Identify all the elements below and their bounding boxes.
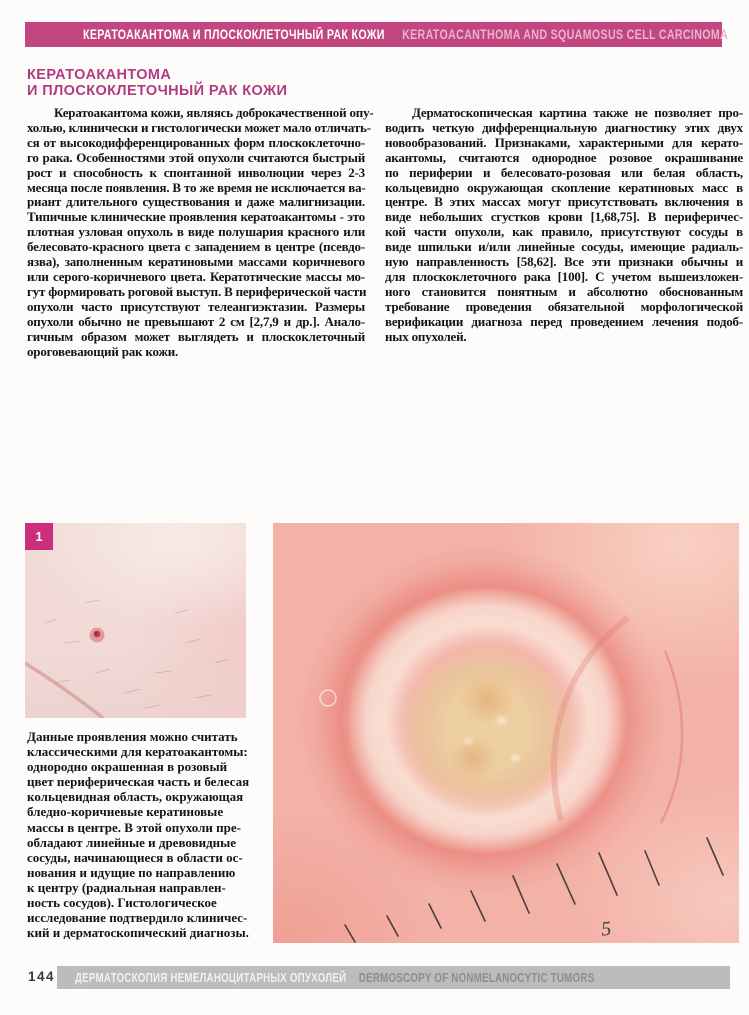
text-line: исследование подтвердило клиничес- xyxy=(27,910,248,926)
text-line: сосуды, начинающиеся в области ос- xyxy=(27,849,243,865)
footer-title-english: DERMOSCOPY OF NONMELANOCYTIC TUMORS xyxy=(358,970,595,985)
text-line: ного становится понятным и абсолютно обоснованным xyxy=(385,283,743,299)
text-line: ную направленность [58,62]. Все эти признаки обычны и xyxy=(385,254,743,270)
text-line: Кератоакантома кожи, являясь доброкачественной опу- xyxy=(54,105,374,120)
text-line: акантомы, считаются однородное розовое окрашивание xyxy=(385,149,743,165)
text-line: кий и дерматоскопический диагнозы. xyxy=(27,925,249,941)
clinical-photo xyxy=(25,523,246,718)
lesion-dot xyxy=(90,628,105,643)
text-line: виде небольших сгустков крови [1,68,75]. В периферичес- xyxy=(385,209,743,225)
text-line: кой части опухоли, как правило, присутствуют сосуды в xyxy=(385,224,743,240)
text-line: опухоли обычно не превышают 2 см [2,7,9 и др.]. Анало- xyxy=(27,313,365,329)
text-line: кольцевидная область, окружающая xyxy=(27,789,244,805)
text-line: новообразований. Признаками, характерными для керато- xyxy=(385,134,743,150)
text-line: обладают линейные и древовидные xyxy=(27,834,237,850)
text-line: холью, клинически и гистологически может мало отличать- xyxy=(27,119,371,135)
text-line: Данные проявления можно считать xyxy=(27,729,238,744)
text-line: массы в центре. В этой опухоли пре- xyxy=(27,819,241,835)
text-line: ся от высокодифференцированных форм плоскоклеточно- xyxy=(27,134,365,150)
text-line: по периферии и белесовато-розовая или белая область, xyxy=(385,164,743,180)
dermoscopy-photo xyxy=(273,523,739,943)
text-line: плотная узловая опухоль в виде полушария красного или xyxy=(27,224,365,240)
text-line: верификации диагноза перед проведением лечения подоб- xyxy=(385,313,743,329)
footer-text xyxy=(75,971,594,985)
ruler-number-label: 5 xyxy=(600,917,613,941)
skin-crease xyxy=(25,663,103,718)
text-line: водить четкую дифференциальную диагностику этих двух xyxy=(385,119,743,135)
text-line: цвет периферическая часть и белесая xyxy=(27,774,250,790)
ruler-ticks xyxy=(345,838,723,942)
text-line: Дерматоскопическая картина также не позволяет про- xyxy=(412,105,743,120)
body-column-left xyxy=(27,105,374,359)
body-column-right xyxy=(385,106,743,345)
text-line: бледно-коричневые кератиновые xyxy=(27,804,224,820)
dermoscopy-photo-details xyxy=(273,523,739,943)
chapter-title-russian: КЕРАТОАКАНТОМА И ПЛОСКОКЛЕТОЧНЫЙ РАК КОЖИ xyxy=(83,27,385,42)
text-line: однородно окрашенная в розовый xyxy=(27,759,228,775)
text-line: белесовато-красного цвета с западением в центре (псевдо- xyxy=(27,239,365,255)
page-number: 144 xyxy=(28,969,56,984)
text-line: риант длительного существования и даже малигнизации. xyxy=(27,194,365,210)
chapter-header-bar xyxy=(25,22,729,47)
text-line: рост и способность к спонтанной инволюции через 2-3 xyxy=(27,164,365,180)
clinical-photo-details xyxy=(25,523,246,718)
text-line: месяца после появления. В то же время не исключается ва- xyxy=(27,179,366,195)
vessel-streak xyxy=(661,651,682,823)
figure-caption xyxy=(27,729,275,940)
text-line: центре. В этих массах могут присутствовать включения в xyxy=(385,194,743,210)
section-title-line2: И ПЛОСКОКЛЕТОЧНЫЙ РАК КОЖИ xyxy=(27,82,288,99)
figure-number-badge: 1 xyxy=(25,523,53,550)
text-line: опухоли часто присутствуют телеангиэктазии. Размеры xyxy=(27,298,365,314)
section-title xyxy=(27,68,287,100)
text-line: к центру (радиальная направлен- xyxy=(27,879,226,895)
text-line: гичным образом может выглядеть и плоскоклеточный xyxy=(27,328,365,344)
text-line: гут формировать роговой выступ. В периферической части xyxy=(27,283,367,299)
footer-title-russian: ДЕРМАТОСКОПИЯ НЕМЕЛАНОЦИТАРНЫХ ОПУХОЛЕЙ xyxy=(75,970,347,985)
text-line: Типичные клинические проявления кератоакантомы - это xyxy=(27,209,365,225)
chapter-header-text xyxy=(83,27,728,42)
bubble xyxy=(320,690,336,706)
section-title-line1: КЕРАТОАКАНТОМА xyxy=(27,67,172,83)
text-line: требование проведения обязательной морфологической xyxy=(385,298,743,314)
text-line: кольцевидно окружающая скопление кератиновых масс в xyxy=(385,179,743,195)
text-line: виде шпильки и/или линейные сосуды, имеющие радиаль- xyxy=(385,239,743,255)
footer-bar xyxy=(57,966,730,989)
text-line: нования и идущие по направлению xyxy=(27,864,236,880)
text-line: ороговевающий рак кожи. xyxy=(27,343,179,359)
chapter-title-english: KERATOACANTHOMA AND SQUAMOSUS CELL CARCINOMA xyxy=(402,27,729,42)
text-line: язва), заполненным кератиновыми массами коричневого xyxy=(27,254,365,270)
text-line: классическими для кератоакантомы: xyxy=(27,744,248,760)
text-line: или серого-коричневого цвета. Кератотические массы мо- xyxy=(27,268,365,284)
text-line: го рака. Особенностями этой опухоли считаются быстрый xyxy=(27,149,365,165)
text-line: ность сосудов). Гистологическое xyxy=(27,895,217,911)
text-line: для плоскоклеточного рака [100]. С учетом вышеизложен- xyxy=(385,268,743,284)
text-line: ных опухолей. xyxy=(385,328,467,344)
